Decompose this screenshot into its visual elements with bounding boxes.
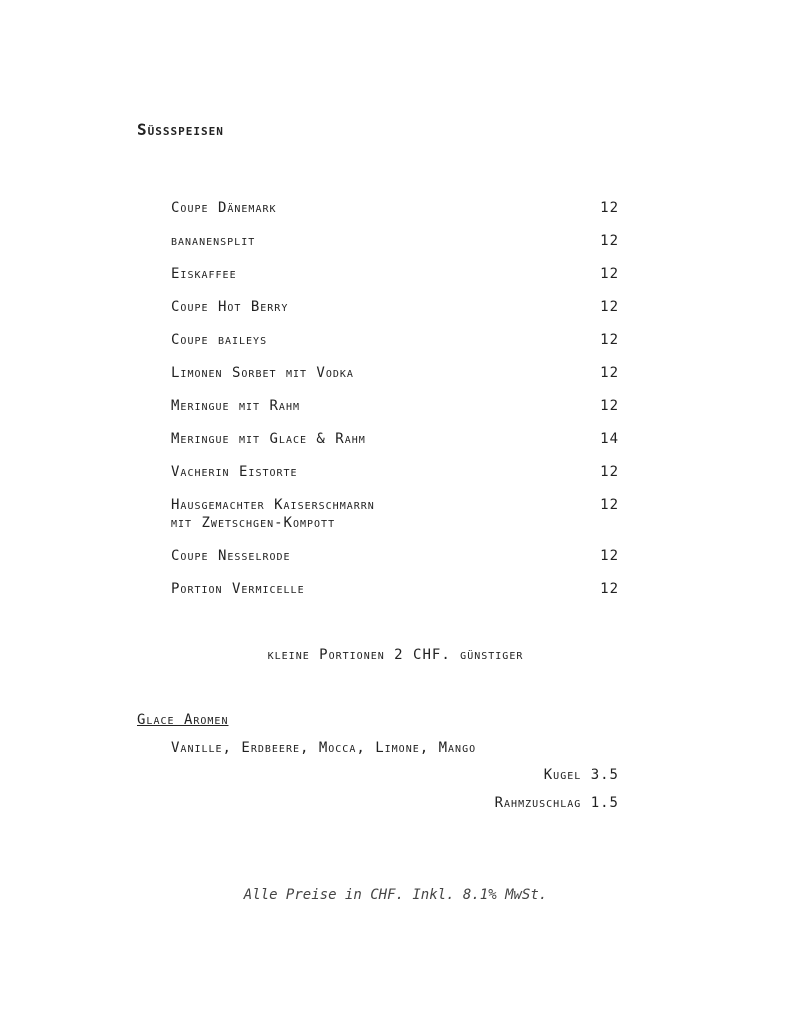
menu-item xyxy=(171,430,619,448)
glace-flavors: Vanille, Erdbeere, Mocca, Limone, Mango xyxy=(171,740,477,756)
menu-item xyxy=(171,199,619,217)
menu-item-price: 12 xyxy=(600,332,619,348)
dessert-menu-list xyxy=(171,199,619,613)
menu-item xyxy=(171,463,619,481)
menu-item-name: Coupe baileys xyxy=(171,332,268,348)
menu-item-price: 12 xyxy=(600,365,619,381)
menu-item-price: 12 xyxy=(600,464,619,480)
menu-item xyxy=(171,331,619,349)
price-footer: Alle Preise in CHF. Inkl. 8.1% MwSt. xyxy=(243,887,548,903)
glace-heading: Glace Aromen xyxy=(137,712,229,728)
menu-item-price: 12 xyxy=(600,548,619,564)
menu-item xyxy=(171,364,619,382)
rahm-label: Rahmzuschlag xyxy=(494,795,582,811)
menu-item-name: Coupe Hot Berry xyxy=(171,299,289,315)
menu-item-price: 14 xyxy=(600,431,619,447)
menu-item-price: 12 xyxy=(600,299,619,315)
menu-item xyxy=(171,265,619,283)
kugel-price: 3.5 xyxy=(590,767,619,783)
kugel-price-line xyxy=(544,767,619,783)
menu-item-name: Meringue mit Rahm xyxy=(171,398,300,414)
menu-item xyxy=(171,547,619,565)
menu-item-name: Coupe Nesselrode xyxy=(171,548,291,564)
menu-item-price: 12 xyxy=(600,200,619,216)
menu-item-price: 12 xyxy=(600,233,619,249)
kugel-label: Kugel xyxy=(543,767,582,783)
menu-item-name: bananensplit xyxy=(171,233,256,249)
menu-item-price: 12 xyxy=(600,266,619,282)
menu-item-name: Eiskaffee xyxy=(171,266,237,282)
small-portion-note: kleine Portionen 2 CHF. günstiger xyxy=(267,647,524,663)
rahm-price-line xyxy=(495,795,619,811)
menu-item-name: Hausgemachter Kaiserschmarrn mit Zwetschgen-Kompott xyxy=(171,497,375,531)
menu-item-price: 12 xyxy=(600,398,619,414)
menu-item-name: Coupe Dänemark xyxy=(171,200,277,216)
rahm-price: 1.5 xyxy=(590,795,619,811)
menu-item-price: 12 xyxy=(600,497,619,513)
menu-item xyxy=(171,580,619,598)
menu-item-name: Vacherin Eistorte xyxy=(171,464,298,480)
menu-item xyxy=(171,397,619,415)
menu-item-name: Portion Vermicelle xyxy=(171,581,305,597)
menu-item-name: Limonen Sorbet mit Vodka xyxy=(171,365,354,381)
menu-item-price: 12 xyxy=(600,581,619,597)
menu-item-name: Meringue mit Glace & Rahm xyxy=(171,431,366,447)
page-title: Süssspeisen xyxy=(137,120,224,139)
menu-item xyxy=(171,232,619,250)
menu-item xyxy=(171,496,619,532)
menu-item xyxy=(171,298,619,316)
